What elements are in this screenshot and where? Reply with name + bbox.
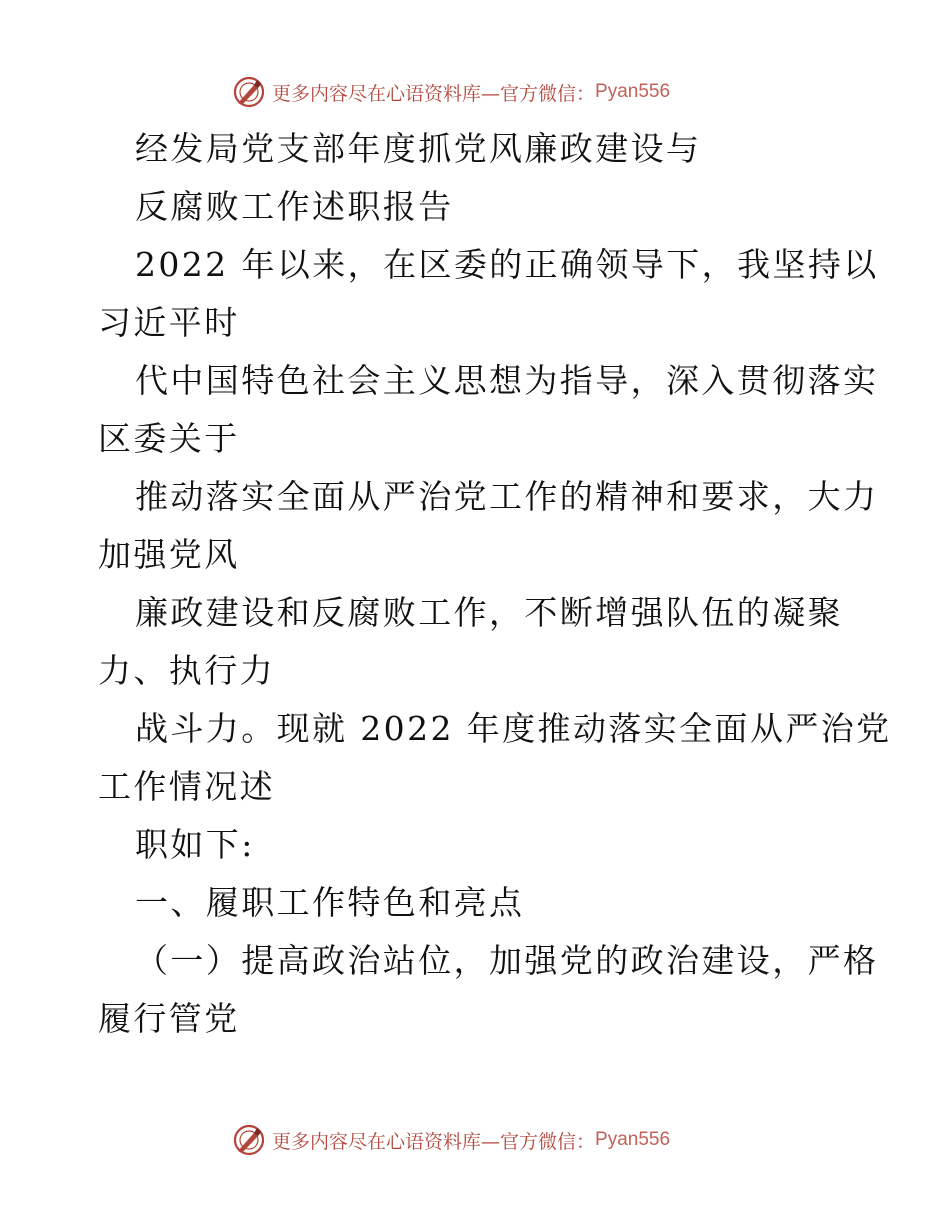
text-line: 一、履职工作特色和亮点 (135, 883, 525, 922)
text-line: 力、执行力 (98, 651, 275, 690)
banner-text: 更多内容尽在心语资料库—官方微信： (272, 1130, 596, 1153)
text-line: 2022 年以来，在区委的正确领导下，我坚持以 (135, 245, 879, 284)
text-line: 战斗力。现就 2022 年度推动落实全面从严治党 (135, 709, 892, 748)
text-line: 区委关于 (98, 419, 240, 458)
banner-handle: Pyan556 (595, 81, 671, 102)
text-line: 代中国特色社会主义思想为指导，深入贯彻落实 (135, 361, 879, 400)
text-line: 习近平时 (98, 303, 240, 342)
text-line: （一）提高政治站位，加强党的政治建设，严格 (135, 941, 879, 980)
text-line: 履行管党 (98, 999, 240, 1038)
footer-banner (232, 1120, 670, 1160)
banner-text: 更多内容尽在心语资料库—官方微信： (272, 82, 596, 105)
pen-logo-icon (232, 75, 266, 109)
text-line: 推动落实全面从严治党工作的精神和要求，大力 (135, 477, 879, 516)
text-line: 加强党风 (98, 535, 240, 574)
text-line: 反腐败工作述职报告 (135, 187, 454, 226)
text-line: 经发局党支部年度抓党风廉政建设与 (135, 129, 702, 168)
header-banner (232, 72, 670, 112)
document-body (98, 120, 892, 1048)
text-line: 职如下: (135, 825, 255, 864)
text-line: 工作情况述 (98, 767, 275, 806)
banner-handle: Pyan556 (595, 1129, 671, 1150)
text-line: 廉政建设和反腐败工作，不断增强队伍的凝聚 (135, 593, 843, 632)
pen-logo-icon (232, 1123, 266, 1157)
